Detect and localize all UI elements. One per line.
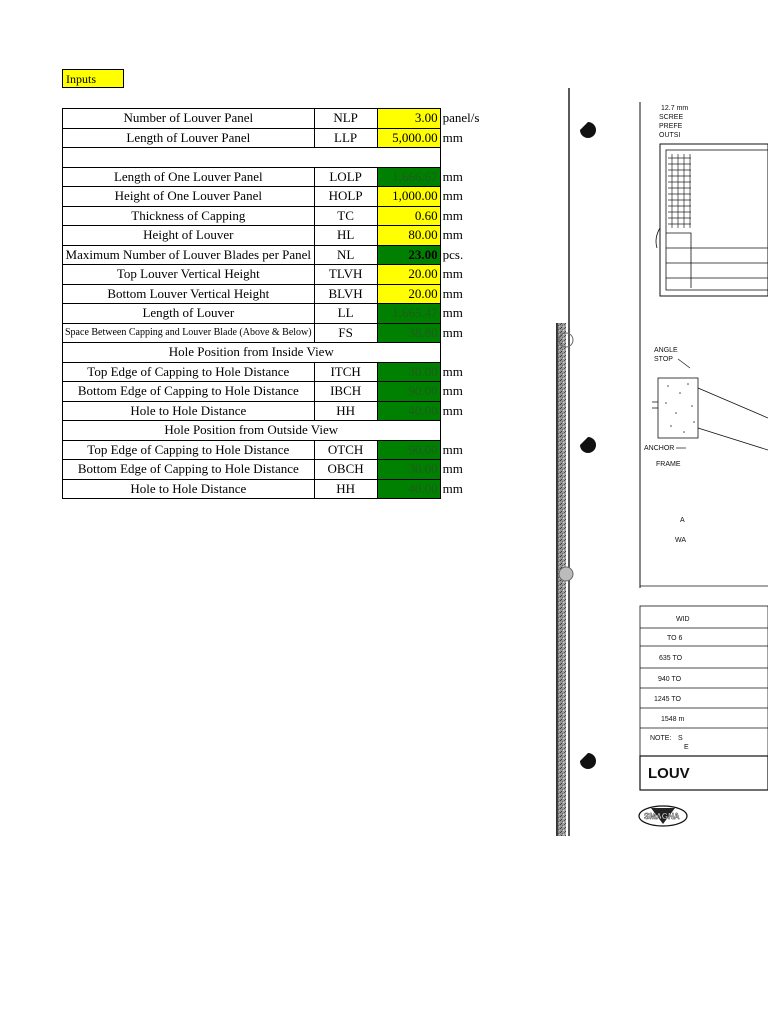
value-cell[interactable]: 1,665.47	[377, 304, 440, 324]
table-row	[63, 323, 501, 343]
description-cell[interactable]: Hole to Hole Distance	[63, 401, 315, 421]
svg-text:1245 TO: 1245 TO	[654, 696, 681, 703]
unit-cell: panel/s	[442, 110, 480, 126]
svg-text:S: S	[678, 735, 683, 742]
description-cell[interactable]: Maximum Number of Louver Blades per Panel	[63, 245, 315, 265]
table-row	[63, 401, 501, 421]
value-cell[interactable]: 30.00	[377, 460, 440, 480]
value-cell[interactable]: 3.00	[377, 109, 440, 129]
svg-text:NOTE:: NOTE:	[650, 735, 672, 742]
table-row	[63, 148, 501, 168]
unit-cell: mm	[442, 480, 463, 496]
unit-cell: mm	[442, 363, 463, 379]
value-cell[interactable]: 90.00	[377, 440, 440, 460]
table-row	[63, 440, 501, 460]
table-row	[63, 343, 501, 363]
code-cell[interactable]: FS	[314, 323, 377, 343]
code-cell[interactable]: IBCH	[314, 382, 377, 402]
table-row	[63, 460, 501, 480]
unit-cell: mm	[442, 402, 463, 418]
svg-text:WA: WA	[675, 537, 687, 544]
table-row	[63, 245, 501, 265]
code-cell[interactable]: TC	[314, 206, 377, 226]
inputs-table	[62, 108, 501, 499]
code-cell[interactable]: HH	[314, 401, 377, 421]
description-cell[interactable]: Bottom Louver Vertical Height	[63, 284, 315, 304]
description-cell[interactable]: Bottom Edge of Capping to Hole Distance	[63, 382, 315, 402]
value-cell[interactable]: 90.00	[377, 382, 440, 402]
section-header[interactable]: Hole Position from Inside View	[63, 343, 441, 363]
unit-cell: mm	[442, 305, 463, 321]
svg-text:SCREE: SCREE	[659, 114, 684, 121]
unit-cell: mm	[442, 207, 463, 223]
svg-text:PREFE: PREFE	[659, 123, 683, 130]
drawing-title: LOUV	[648, 765, 690, 782]
svg-text:940 TO: 940 TO	[658, 676, 682, 683]
value-cell[interactable]: 40.00	[377, 479, 440, 499]
description-cell[interactable]: Hole to Hole Distance	[63, 479, 315, 499]
table-row	[63, 265, 501, 285]
value-cell[interactable]: 20.00	[377, 265, 440, 285]
code-cell[interactable]: LLP	[314, 128, 377, 148]
unit-cell: mm	[442, 188, 463, 204]
description-cell[interactable]: Top Edge of Capping to Hole Distance	[63, 440, 315, 460]
description-cell[interactable]: Space Between Capping and Louver Blade (Above & Below)	[63, 323, 315, 343]
scanned-drawing	[556, 88, 768, 836]
logo-icon	[639, 806, 687, 826]
svg-text:OUTSI: OUTSI	[659, 132, 681, 139]
table-row	[63, 109, 501, 129]
unit-cell: mm	[442, 266, 463, 282]
description-cell[interactable]: Height of Louver	[63, 226, 315, 246]
unit-cell: mm	[442, 129, 463, 145]
unit-cell: mm	[442, 227, 463, 243]
description-cell[interactable]: Number of Louver Panel	[63, 109, 315, 129]
description-cell[interactable]: Bottom Edge of Capping to Hole Distance	[63, 460, 315, 480]
code-cell[interactable]: HL	[314, 226, 377, 246]
svg-text:STOP: STOP	[654, 356, 673, 363]
code-cell[interactable]: NLP	[314, 109, 377, 129]
table-row	[63, 382, 501, 402]
code-cell[interactable]: BLVH	[314, 284, 377, 304]
svg-text:WID: WID	[676, 616, 690, 623]
unit-cell: mm	[442, 324, 463, 340]
svg-text:TO 6: TO 6	[667, 635, 683, 642]
unit-cell: mm	[442, 383, 463, 399]
table-row	[63, 167, 501, 187]
description-cell[interactable]: Height of One Louver Panel	[63, 187, 315, 207]
table-row	[63, 362, 501, 382]
blank-cell[interactable]	[63, 148, 441, 168]
value-cell[interactable]: 5,000.00	[377, 128, 440, 148]
svg-text:ANCHOR: ANCHOR	[644, 445, 675, 452]
code-cell[interactable]: OTCH	[314, 440, 377, 460]
table-row	[63, 304, 501, 324]
value-cell[interactable]: 1,666.67	[377, 167, 440, 187]
code-cell[interactable]: ITCH	[314, 362, 377, 382]
description-cell[interactable]: Thickness of Capping	[63, 206, 315, 226]
svg-text:635 TO: 635 TO	[659, 655, 683, 662]
code-cell[interactable]: NL	[314, 245, 377, 265]
description-cell[interactable]: Top Louver Vertical Height	[63, 265, 315, 285]
value-cell[interactable]: 80.00	[377, 226, 440, 246]
table-row	[63, 187, 501, 207]
section-header[interactable]: Hole Position from Outside View	[63, 421, 441, 441]
code-cell[interactable]: OBCH	[314, 460, 377, 480]
table-row	[63, 421, 501, 441]
description-cell[interactable]: Length of Louver Panel	[63, 128, 315, 148]
unit-cell: pcs.	[442, 246, 464, 262]
value-cell[interactable]: 1,000.00	[377, 187, 440, 207]
description-cell[interactable]: Top Edge of Capping to Hole Distance	[63, 362, 315, 382]
code-cell[interactable]: HOLP	[314, 187, 377, 207]
unit-cell: mm	[442, 441, 463, 457]
svg-text:SMAGNA: SMAGNA	[644, 812, 680, 821]
value-cell[interactable]: 0.60	[377, 206, 440, 226]
svg-text:12.7 mm: 12.7 mm	[661, 105, 689, 112]
inputs-label: Inputs	[62, 69, 124, 88]
code-cell[interactable]: LL	[314, 304, 377, 324]
svg-text:FRAME: FRAME	[656, 461, 681, 468]
code-cell[interactable]: LOLP	[314, 167, 377, 187]
svg-text:E: E	[684, 744, 689, 751]
unit-cell: mm	[442, 168, 463, 184]
svg-text:1548 m: 1548 m	[661, 716, 685, 723]
table-row	[63, 284, 501, 304]
table-row	[63, 479, 501, 499]
value-cell[interactable]: 38.80	[377, 323, 440, 343]
value-cell[interactable]: 23.00	[377, 245, 440, 265]
value-cell[interactable]: 40.00	[377, 401, 440, 421]
svg-text:ANGLE: ANGLE	[654, 347, 678, 354]
description-cell[interactable]: Length of Louver	[63, 304, 315, 324]
description-cell[interactable]: Length of One Louver Panel	[63, 167, 315, 187]
unit-cell: mm	[442, 461, 463, 477]
value-cell[interactable]: 30.00	[377, 362, 440, 382]
table-row	[63, 128, 501, 148]
value-cell[interactable]: 20.00	[377, 284, 440, 304]
svg-text:A: A	[680, 517, 685, 524]
unit-cell: mm	[442, 285, 463, 301]
code-cell[interactable]: HH	[314, 479, 377, 499]
code-cell[interactable]: TLVH	[314, 265, 377, 285]
table-row	[63, 206, 501, 226]
table-row	[63, 226, 501, 246]
